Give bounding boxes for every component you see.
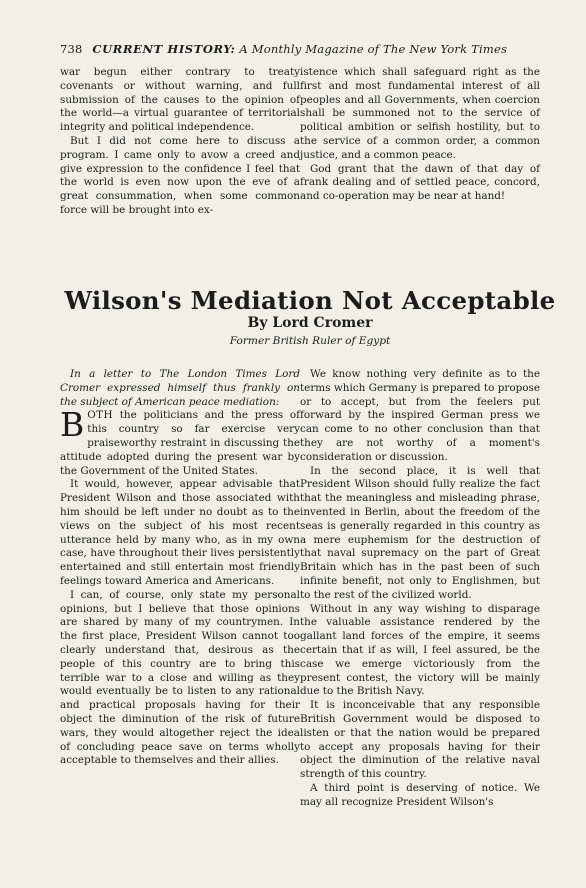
paragraph: It is inconceivable that any responsible British Government would be disposed to listen or that the nation would be prepared to accept any proposals having for their object the diminution of the relative naval strength of this country. [300,699,540,781]
paragraph: But I did not come here to discuss a program. I came only to avow a creed and give expression to the confidence I feel that the world is even now upon the eve of a great consummation, when some common force will be brought into ex- [60,134,300,216]
paragraph: A third point is deserving of notice. We may all recognize President Wilson's [300,781,540,808]
author-title: Former British Ruler of Egypt [229,335,391,347]
magazine-name: CURRENT HISTORY: [92,42,236,56]
article-right-column [300,368,540,810]
article-byline: By Lord Cromer [247,315,373,331]
lead-text: the politicians and the press of this country so far exercise very praiseworthy restraint in discussing the attitude adopted during the present war by the Government of the United States. [60,409,300,477]
page-number: 738 [60,42,83,56]
lead-paragraph [60,405,300,478]
paragraph: It would, however, appear advisable that President Wilson and those associated with him should be left under no doubt as to the views on the subject of his most recent utterance held by many who, as in my own case, have throughout their lives persistently entertained and still entertain most friendly feelings toward America and Americans. [60,478,300,587]
magazine-subtitle: A Monthly Magazine of The New York Times [239,42,508,56]
drop-cap: B [60,405,85,445]
running-header [60,40,560,58]
paragraph: istence which shall safeguard right as the first and most fundamental interest of all peoples and all Governments, when coercion shall be summoned not to the service of political ambition or selfish hostility, but to the service of a common order, a common justice, and a common peace. [300,66,540,161]
article-intro: In a letter to The London Times Lord Cromer expressed himself thus frankly on the subject of American peace mediation: [60,368,300,408]
continued-text-left-column [60,66,300,218]
article-title: Wilson's Mediation Not Acceptable [64,286,556,315]
paragraph: war begun either contrary to treaty covenants or without warning, and full submission of the causes to the opinion of the world—a virtual guarantee of territorial integrity and political independence. [60,66,300,134]
lead-caps: OTH [87,409,113,422]
paragraph: I can, of course, only state my personal opinions, but I believe that those opinions are shared by many of my countrymen. In the first place, President Wilson cannot too clearly understand that, desirous as the people of this country are to bring this terrible war to a close and willing as they would eventually be to listen to any rational and practical proposals having for their object the diminution of the risk of future wars, they would altogether reject the idea of concluding peace save on terms wholly acceptable to themselves and their allies. [60,588,300,767]
paragraph: God grant that the dawn of that day of frank dealing and of settled peace, concord, and co-operation may be near at hand! [300,162,540,203]
article-left-column [60,368,300,768]
paragraph: We know nothing very definite as to the terms which Germany is prepared to propose or to accept, but from the feelers put forward by the inspired German press we can come to no other conclusion than that they are not worthy of a moment's consideration or discussion. [300,368,540,463]
paragraph: In the second place, it is well that President Wilson should fully realize the fact that the meaningless and misleading phrase, invented in Berlin, about the freedom of the seas is generally regarded in this country as a mere euphemism for the destruction of that naval supremacy on the part of Great Britain which has in the past been of such infinite benefit, not only to Englishmen, but to the rest of the civilized world. [300,464,540,601]
paragraph: Without in any way wishing to disparage the valuable assistance rendered by the gallant land forces of the empire, it seems certain that if as will, I feel assured, be the case we emerge victoriously from the present contest, the victory will be mainly due to the British Navy. [300,602,540,698]
continued-text-right-column [300,66,540,204]
